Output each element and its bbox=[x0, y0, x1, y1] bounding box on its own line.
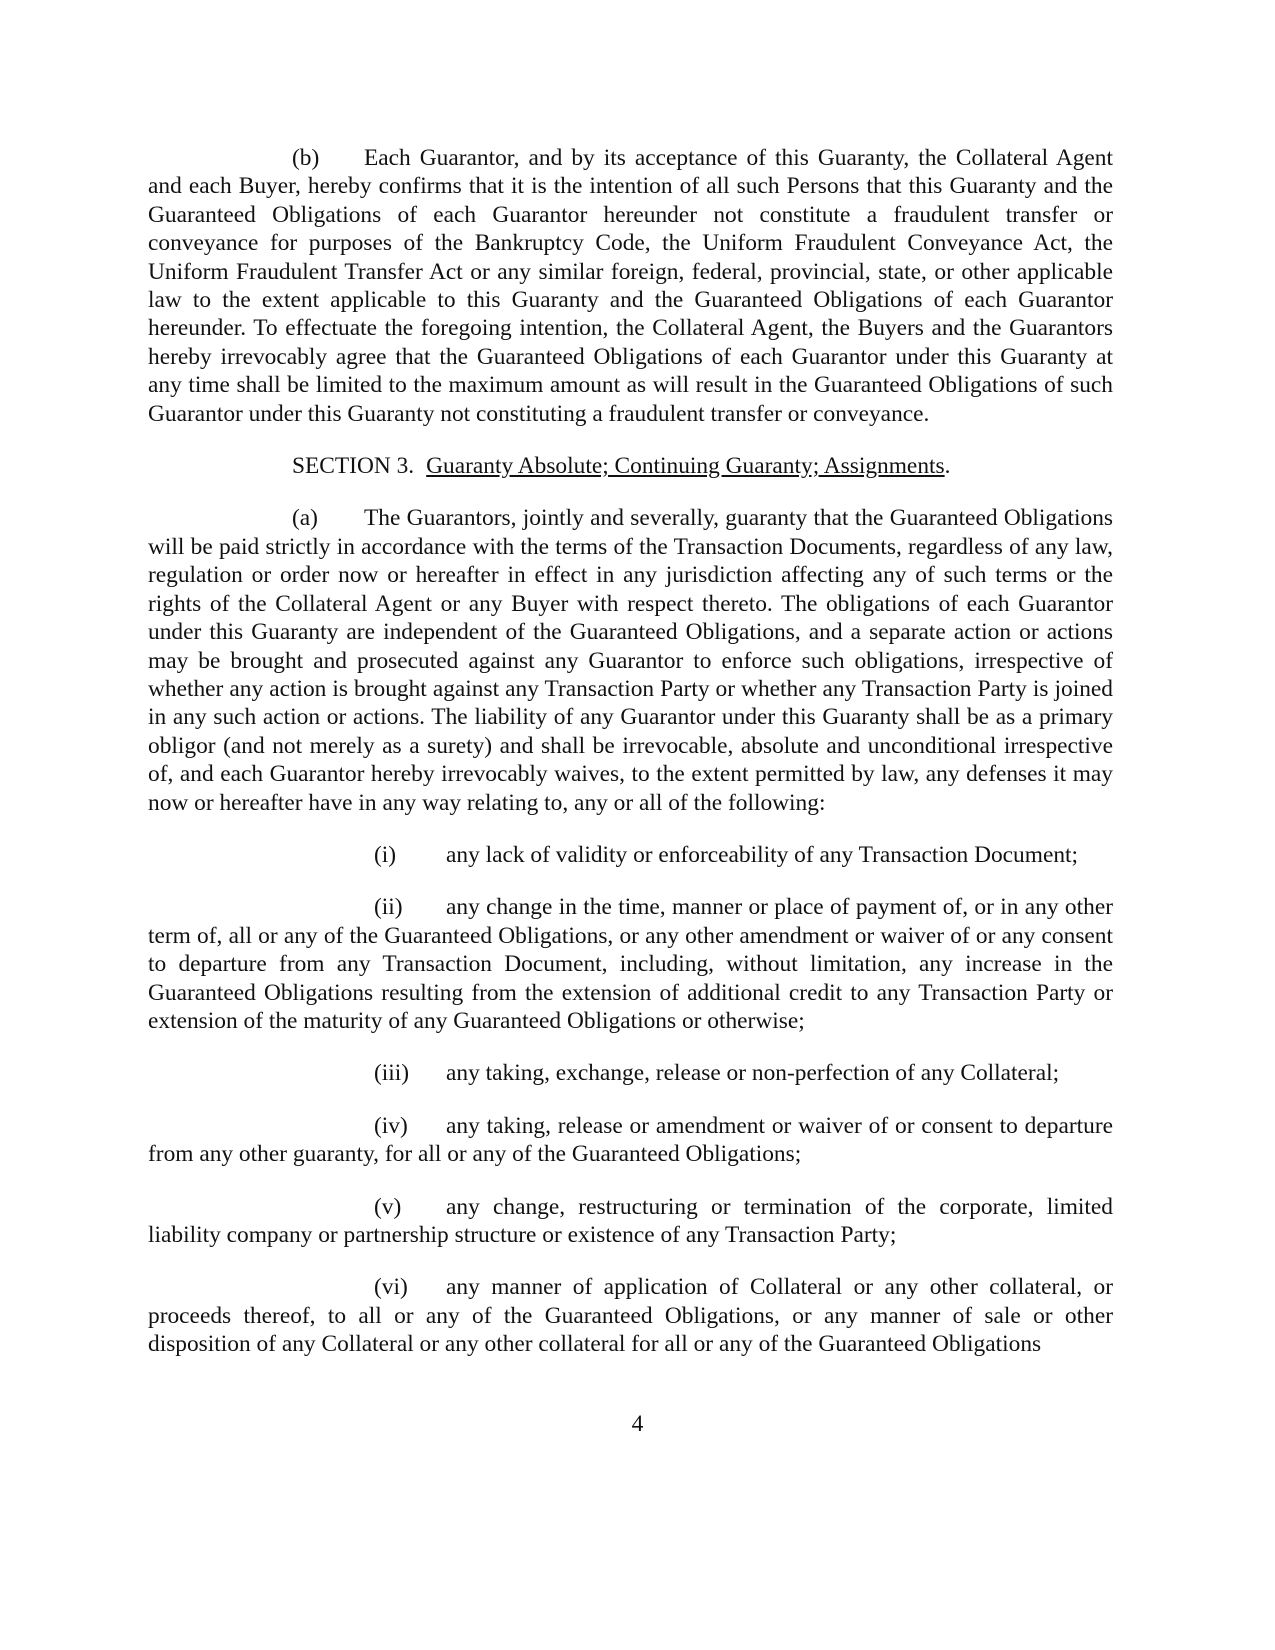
list-item-label: (iii) bbox=[374, 1060, 410, 1087]
list-item-label: (v) bbox=[374, 1193, 402, 1220]
list-item-text: any taking, exchange, release or non-perfection of any Collateral; bbox=[446, 1060, 1060, 1087]
paragraph-label: (a) bbox=[292, 505, 318, 532]
section-number: SECTION 3. bbox=[292, 453, 415, 480]
paragraph-a bbox=[148, 504, 1113, 816]
list-item-label: (iv) bbox=[374, 1112, 408, 1139]
list-item-label: (ii) bbox=[374, 894, 403, 921]
list-item-iii bbox=[148, 1059, 1113, 1087]
paragraph-text: Each Guarantor, and by its acceptance of this Guaranty, the Collateral Agent and each Buyer, hereby confirms that it is the intention of all such Persons that this Guaranty and the Guaranteed Obligations of each Guarantor hereunder not constitute a fraudulent transfer or conveyance for purposes of the Bankruptcy Code, the Uniform Fraudulent Conveyance Act, the Uniform Fraudulent Transfer Act or any similar foreign, federal, provincial, state, or other applicable law to the extent applicable to this Guaranty and the Guaranteed Obligations of each Guarantor hereunder. To effectuate the foregoing intention, the Collateral Agent, the Buyers and the Guarantors hereby irrevocably agree that the Guaranteed Obligations of each Guarantor under this Guaranty at any time shall be limited to the maximum amount as will result in the Guaranteed Obligations of such Guarantor under this Guaranty not constituting a fraudulent transfer or conveyance. bbox=[148, 145, 1113, 427]
list-item-text: any change in the time, manner or place of payment of, or in any other term of, all or any of the Guaranteed Obligations, or any other amendment or waiver of or any consent to departure from any Transaction Document, including, without limitation, any increase in the Guaranteed Obligations resulting from the extension of additional credit to any Transaction Party or extension of the maturity of any Guaranteed Obligations or otherwise; bbox=[148, 894, 1113, 1034]
section-heading bbox=[148, 452, 1113, 480]
list-item-text: any change, restructuring or termination of the corporate, limited liability company or partnership structure or existence of any Transaction Party; bbox=[148, 1193, 1113, 1248]
list-item-label: (vi) bbox=[374, 1274, 408, 1301]
page-number: 4 bbox=[631, 1411, 644, 1437]
list-item-vi bbox=[148, 1273, 1113, 1358]
paragraph-text: The Guarantors, jointly and severally, guaranty that the Guaranteed Obligations will be paid strictly in accordance with the terms of the Transaction Documents, regardless of any law, regulation or order now or hereafter in effect in any jurisdiction affecting any of such terms or the rights of the Collateral Agent or any Buyer with respect thereto. The obligations of each Guarantor under this Guaranty are independent of the Guaranteed Obligations, and a separate action or actions may be brought and prosecuted against any Guarantor to enforce such obligations, irrespective of whether any action is brought against any Transaction Party or whether any Transaction Party is joined in any such action or actions. The liability of any Guarantor under this Guaranty shall be as a primary obligor (and not merely as a surety) and shall be irrevocable, absolute and unconditional irrespective of, and each Guarantor hereby irrevocably waives, to the extent permitted by law, any defenses it may now or hereafter have in any way relating to, any or all of the following: bbox=[148, 505, 1113, 816]
list-item-text: any manner of application of Collateral or any other collateral, or proceeds thereof, to all or any of the Guaranteed Obligations, or any manner of sale or other disposition of any Collateral or any other collateral for all or any of the Guaranteed Obligations bbox=[148, 1274, 1113, 1358]
list-item-text: any taking, release or amendment or waiver of or consent to departure from any other guaranty, for all or any of the Guaranteed Obligations; bbox=[148, 1112, 1113, 1168]
list-item-label: (i) bbox=[374, 841, 397, 868]
list-item-iv bbox=[148, 1112, 1113, 1169]
paragraph-label: (b) bbox=[292, 145, 320, 171]
paragraph-b bbox=[148, 144, 1113, 428]
section-title: Guaranty Absolute; Continuing Guaranty; Assignments bbox=[426, 453, 945, 480]
list-item-text: any lack of validity or enforceability of any Transaction Document; bbox=[446, 841, 1079, 868]
list-item-v bbox=[148, 1193, 1113, 1250]
list-item-ii bbox=[148, 893, 1113, 1035]
list-item-i bbox=[148, 841, 1113, 869]
section-title-punct: . bbox=[944, 453, 951, 480]
document-page bbox=[148, 144, 1113, 1359]
